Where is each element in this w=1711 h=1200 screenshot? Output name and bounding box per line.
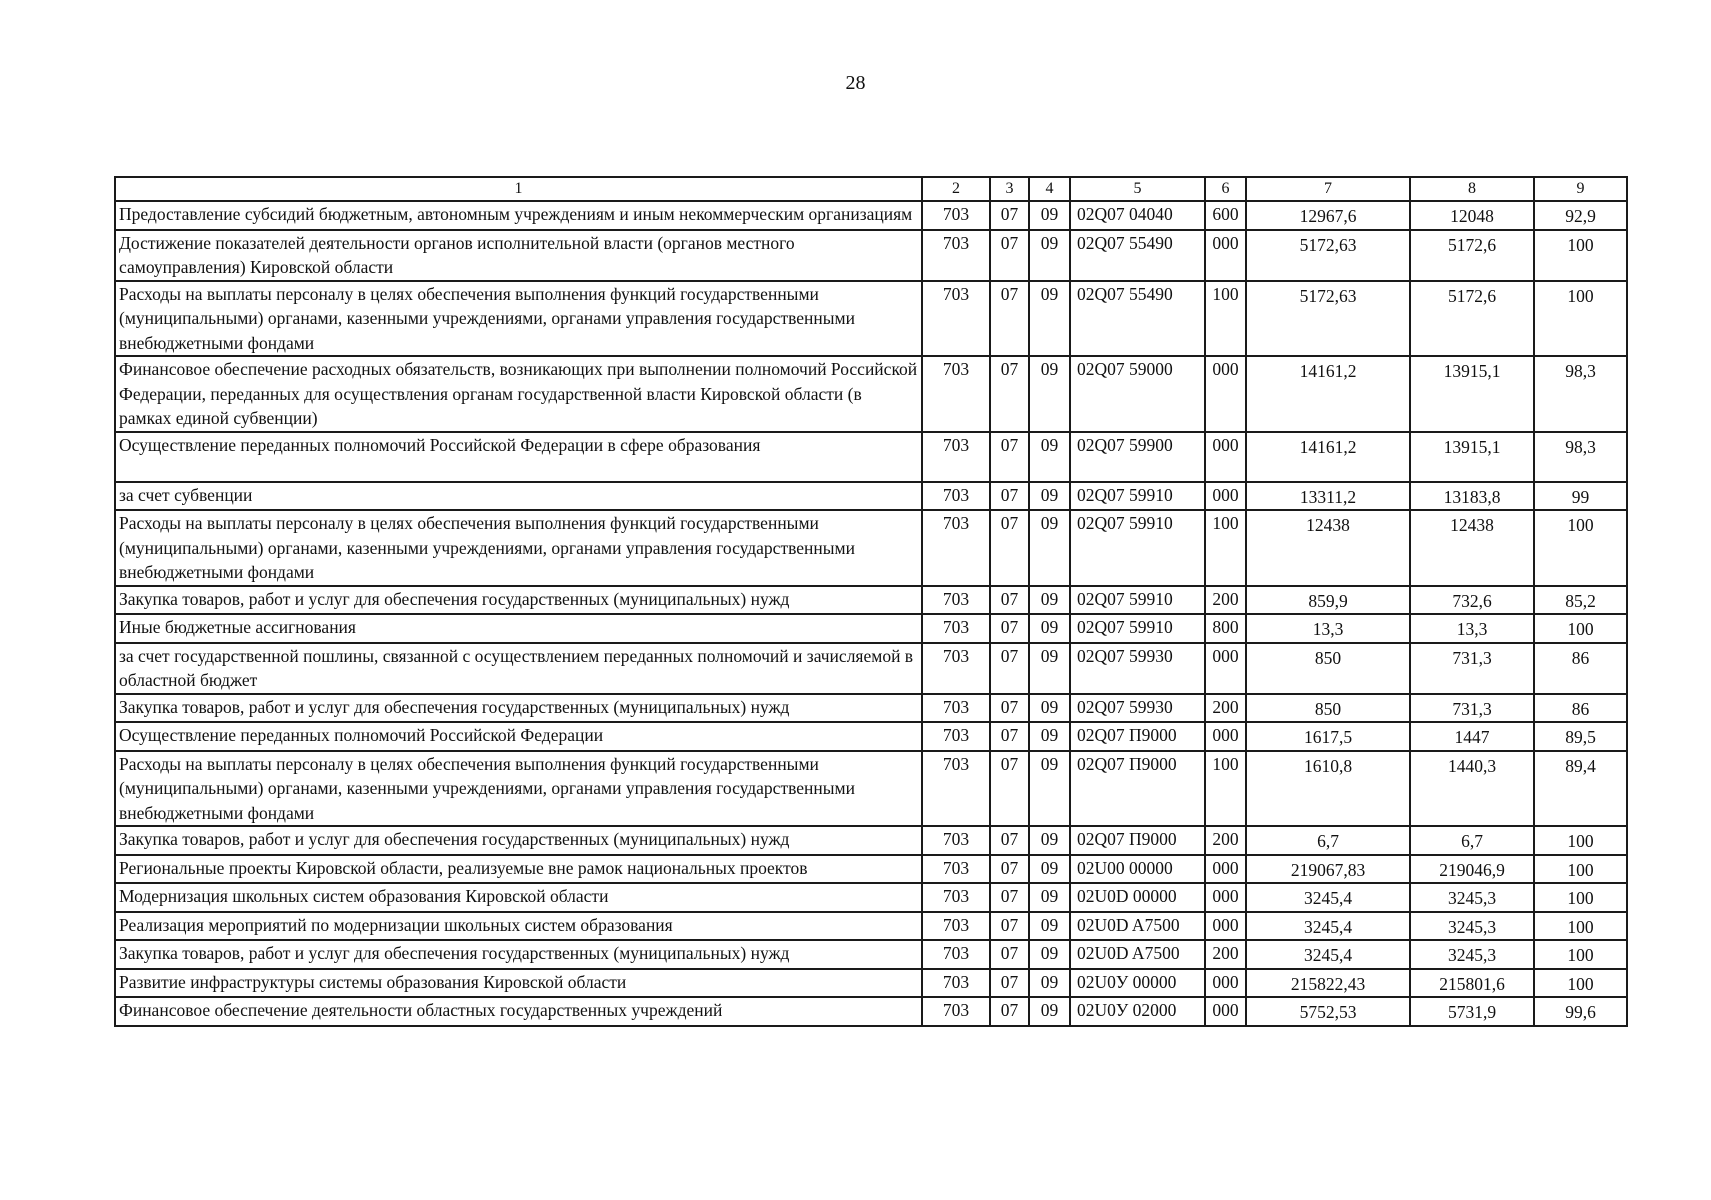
- table-row: [115, 883, 1627, 912]
- row-description: Иные бюджетные ассигнования: [115, 614, 922, 643]
- row-cell-col3: 07: [990, 356, 1029, 432]
- row-cell-col3: 07: [990, 586, 1029, 615]
- header-cell: 7: [1246, 177, 1410, 201]
- row-description: Реализация мероприятий по модернизации школьных систем образования: [115, 912, 922, 941]
- row-cell-col4: 09: [1029, 230, 1070, 281]
- row-cell-col9: 100: [1534, 230, 1627, 281]
- row-cell-col4: 09: [1029, 912, 1070, 941]
- row-cell-col7: 5752,53: [1246, 997, 1410, 1026]
- row-cell-col5: 02U0D 00000: [1070, 883, 1205, 912]
- row-cell-col9: 85,2: [1534, 586, 1627, 615]
- row-cell-col5: 02Q07 П9000: [1070, 751, 1205, 827]
- row-cell-col5: 02Q07 59910: [1070, 510, 1205, 586]
- row-cell-col3: 07: [990, 883, 1029, 912]
- budget-table: [114, 176, 1628, 1027]
- table-row: [115, 722, 1627, 751]
- row-cell-col2: 703: [922, 751, 990, 827]
- row-cell-col3: 07: [990, 201, 1029, 230]
- table-row: [115, 997, 1627, 1026]
- row-cell-col8: 13183,8: [1410, 482, 1534, 511]
- row-description: за счет субвенции: [115, 482, 922, 511]
- header-cell: 2: [922, 177, 990, 201]
- row-cell-col2: 703: [922, 826, 990, 855]
- row-cell-col8: 215801,6: [1410, 969, 1534, 998]
- row-cell-col8: 12438: [1410, 510, 1534, 586]
- row-cell-col8: 731,3: [1410, 643, 1534, 694]
- row-cell-col5: 02Q07 59930: [1070, 643, 1205, 694]
- row-cell-col4: 09: [1029, 997, 1070, 1026]
- row-cell-col7: 5172,63: [1246, 281, 1410, 357]
- row-cell-col8: 1447: [1410, 722, 1534, 751]
- row-cell-col4: 09: [1029, 356, 1070, 432]
- row-cell-col5: 02Q07 59910: [1070, 586, 1205, 615]
- row-cell-col2: 703: [922, 997, 990, 1026]
- header-cell: 8: [1410, 177, 1534, 201]
- row-cell-col4: 09: [1029, 643, 1070, 694]
- row-cell-col5: 02Q07 П9000: [1070, 826, 1205, 855]
- row-cell-col6: 000: [1205, 356, 1246, 432]
- row-cell-col9: 100: [1534, 826, 1627, 855]
- row-cell-col6: 200: [1205, 586, 1246, 615]
- row-cell-col9: 89,4: [1534, 751, 1627, 827]
- row-cell-col8: 13915,1: [1410, 356, 1534, 432]
- row-cell-col4: 09: [1029, 751, 1070, 827]
- row-cell-col8: 732,6: [1410, 586, 1534, 615]
- row-cell-col3: 07: [990, 826, 1029, 855]
- row-cell-col2: 703: [922, 281, 990, 357]
- row-cell-col3: 07: [990, 969, 1029, 998]
- row-cell-col9: 98,3: [1534, 356, 1627, 432]
- header-cell: 3: [990, 177, 1029, 201]
- row-cell-col3: 07: [990, 510, 1029, 586]
- row-cell-col7: 3245,4: [1246, 883, 1410, 912]
- header-cell: 1: [115, 177, 922, 201]
- row-cell-col7: 1617,5: [1246, 722, 1410, 751]
- row-cell-col9: 100: [1534, 940, 1627, 969]
- row-cell-col2: 703: [922, 694, 990, 723]
- row-cell-col6: 000: [1205, 482, 1246, 511]
- row-description: Достижение показателей деятельности органов исполнительной власти (органов местного самоуправления) Кировской области: [115, 230, 922, 281]
- row-cell-col8: 5172,6: [1410, 230, 1534, 281]
- row-cell-col4: 09: [1029, 201, 1070, 230]
- row-cell-col2: 703: [922, 201, 990, 230]
- row-cell-col9: 100: [1534, 281, 1627, 357]
- row-cell-col6: 000: [1205, 969, 1246, 998]
- row-cell-col9: 92,9: [1534, 201, 1627, 230]
- row-cell-col7: 859,9: [1246, 586, 1410, 615]
- row-cell-col4: 09: [1029, 614, 1070, 643]
- row-cell-col2: 703: [922, 883, 990, 912]
- row-cell-col9: 100: [1534, 614, 1627, 643]
- row-cell-col7: 13311,2: [1246, 482, 1410, 511]
- row-cell-col6: 000: [1205, 643, 1246, 694]
- row-cell-col7: 3245,4: [1246, 912, 1410, 941]
- table-row: [115, 969, 1627, 998]
- row-cell-col5: 02Q07 55490: [1070, 230, 1205, 281]
- row-cell-col6: 800: [1205, 614, 1246, 643]
- row-description: за счет государственной пошлины, связанной с осуществлением переданных полномочий и зачисляемой в областной бюджет: [115, 643, 922, 694]
- row-cell-col4: 09: [1029, 694, 1070, 723]
- row-cell-col4: 09: [1029, 855, 1070, 884]
- row-cell-col2: 703: [922, 912, 990, 941]
- header-cell: 6: [1205, 177, 1246, 201]
- row-cell-col7: 14161,2: [1246, 432, 1410, 482]
- table-row: [115, 940, 1627, 969]
- row-cell-col2: 703: [922, 432, 990, 482]
- row-cell-col3: 07: [990, 855, 1029, 884]
- row-cell-col6: 100: [1205, 281, 1246, 357]
- row-cell-col6: 200: [1205, 826, 1246, 855]
- row-cell-col2: 703: [922, 940, 990, 969]
- row-cell-col5: 02Q07 59910: [1070, 482, 1205, 511]
- row-cell-col8: 3245,3: [1410, 883, 1534, 912]
- row-cell-col3: 07: [990, 722, 1029, 751]
- row-cell-col7: 850: [1246, 694, 1410, 723]
- row-cell-col5: 02Q07 59910: [1070, 614, 1205, 643]
- row-cell-col7: 5172,63: [1246, 230, 1410, 281]
- row-cell-col2: 703: [922, 230, 990, 281]
- row-cell-col4: 09: [1029, 722, 1070, 751]
- table-row: [115, 482, 1627, 511]
- row-description: Закупка товаров, работ и услуг для обеспечения государственных (муниципальных) нужд: [115, 586, 922, 615]
- header-cell: 5: [1070, 177, 1205, 201]
- row-cell-col5: 02U0У 02000: [1070, 997, 1205, 1026]
- row-cell-col3: 07: [990, 997, 1029, 1026]
- row-cell-col2: 703: [922, 482, 990, 511]
- row-description: Осуществление переданных полномочий Российской Федерации: [115, 722, 922, 751]
- row-cell-col5: 02Q07 59930: [1070, 694, 1205, 723]
- table-row: [115, 751, 1627, 827]
- row-cell-col5: 02U0D A7500: [1070, 912, 1205, 941]
- row-cell-col3: 07: [990, 281, 1029, 357]
- row-cell-col5: 02Q07 П9000: [1070, 722, 1205, 751]
- row-cell-col4: 09: [1029, 940, 1070, 969]
- row-description: Финансовое обеспечение деятельности областных государственных учреждений: [115, 997, 922, 1026]
- row-cell-col7: 1610,8: [1246, 751, 1410, 827]
- table-row: [115, 432, 1627, 482]
- row-cell-col5: 02U00 00000: [1070, 855, 1205, 884]
- row-description: Региональные проекты Кировской области, реализуемые вне рамок национальных проектов: [115, 855, 922, 884]
- row-cell-col5: 02Q07 04040: [1070, 201, 1205, 230]
- row-cell-col4: 09: [1029, 432, 1070, 482]
- row-cell-col6: 000: [1205, 855, 1246, 884]
- row-cell-col2: 703: [922, 586, 990, 615]
- table-row: [115, 586, 1627, 615]
- row-cell-col7: 215822,43: [1246, 969, 1410, 998]
- row-cell-col8: 219046,9: [1410, 855, 1534, 884]
- row-description: Расходы на выплаты персоналу в целях обеспечения выполнения функций государственными (муниципальными) органами, казенными учреждениями, органами управления государственными внебюджетными фондами: [115, 281, 922, 357]
- row-cell-col2: 703: [922, 614, 990, 643]
- row-cell-col9: 86: [1534, 643, 1627, 694]
- row-cell-col4: 09: [1029, 281, 1070, 357]
- row-cell-col5: 02U0D A7500: [1070, 940, 1205, 969]
- row-cell-col8: 13915,1: [1410, 432, 1534, 482]
- row-cell-col7: 850: [1246, 643, 1410, 694]
- row-cell-col8: 5731,9: [1410, 997, 1534, 1026]
- row-cell-col8: 731,3: [1410, 694, 1534, 723]
- table-row: [115, 230, 1627, 281]
- row-cell-col9: 99: [1534, 482, 1627, 511]
- row-cell-col8: 3245,3: [1410, 912, 1534, 941]
- row-cell-col3: 07: [990, 614, 1029, 643]
- row-description: Финансовое обеспечение расходных обязательств, возникающих при выполнении полномочий Российской Федерации, переданных для осуществления органам государственной власти Кировской области (в рамках единой субвенции): [115, 356, 922, 432]
- row-cell-col6: 100: [1205, 751, 1246, 827]
- row-cell-col3: 07: [990, 643, 1029, 694]
- table-row: [115, 694, 1627, 723]
- table-row: [115, 356, 1627, 432]
- row-cell-col4: 09: [1029, 482, 1070, 511]
- table-row: [115, 201, 1627, 230]
- table-row: [115, 855, 1627, 884]
- row-cell-col9: 100: [1534, 510, 1627, 586]
- row-description: Расходы на выплаты персоналу в целях обеспечения выполнения функций государственными (муниципальными) органами, казенными учреждениями, органами управления государственными внебюджетными фондами: [115, 510, 922, 586]
- row-cell-col3: 07: [990, 751, 1029, 827]
- row-cell-col2: 703: [922, 722, 990, 751]
- header-cell: 9: [1534, 177, 1627, 201]
- row-cell-col7: 12967,6: [1246, 201, 1410, 230]
- row-cell-col9: 99,6: [1534, 997, 1627, 1026]
- row-cell-col8: 6,7: [1410, 826, 1534, 855]
- row-description: Закупка товаров, работ и услуг для обеспечения государственных (муниципальных) нужд: [115, 694, 922, 723]
- row-cell-col6: 600: [1205, 201, 1246, 230]
- page-number: 28: [845, 72, 866, 94]
- row-cell-col5: 02Q07 59000: [1070, 356, 1205, 432]
- table-row: [115, 912, 1627, 941]
- row-description: Закупка товаров, работ и услуг для обеспечения государственных (муниципальных) нужд: [115, 940, 922, 969]
- row-cell-col6: 000: [1205, 883, 1246, 912]
- row-cell-col8: 1440,3: [1410, 751, 1534, 827]
- row-cell-col4: 09: [1029, 969, 1070, 998]
- row-cell-col8: 3245,3: [1410, 940, 1534, 969]
- table-row: [115, 614, 1627, 643]
- row-cell-col3: 07: [990, 482, 1029, 511]
- row-cell-col4: 09: [1029, 510, 1070, 586]
- row-cell-col6: 200: [1205, 694, 1246, 723]
- row-cell-col6: 100: [1205, 510, 1246, 586]
- row-cell-col8: 13,3: [1410, 614, 1534, 643]
- row-description: Осуществление переданных полномочий Российской Федерации в сфере образования: [115, 432, 922, 482]
- row-cell-col7: 219067,83: [1246, 855, 1410, 884]
- row-description: Расходы на выплаты персоналу в целях обеспечения выполнения функций государственными (муниципальными) органами, казенными учреждениями, органами управления государственными внебюджетными фондами: [115, 751, 922, 827]
- row-cell-col6: 200: [1205, 940, 1246, 969]
- row-description: Развитие инфраструктуры системы образования Кировской области: [115, 969, 922, 998]
- row-cell-col4: 09: [1029, 826, 1070, 855]
- row-cell-col7: 6,7: [1246, 826, 1410, 855]
- row-cell-col8: 12048: [1410, 201, 1534, 230]
- row-description: Закупка товаров, работ и услуг для обеспечения государственных (муниципальных) нужд: [115, 826, 922, 855]
- table-row: [115, 510, 1627, 586]
- row-cell-col5: 02Q07 55490: [1070, 281, 1205, 357]
- row-description: Предоставление субсидий бюджетным, автономным учреждениям и иным некоммерческим организациям: [115, 201, 922, 230]
- row-cell-col4: 09: [1029, 586, 1070, 615]
- row-cell-col9: 100: [1534, 912, 1627, 941]
- row-cell-col7: 14161,2: [1246, 356, 1410, 432]
- row-cell-col3: 07: [990, 912, 1029, 941]
- row-cell-col3: 07: [990, 694, 1029, 723]
- row-cell-col2: 703: [922, 356, 990, 432]
- row-cell-col7: 3245,4: [1246, 940, 1410, 969]
- row-cell-col2: 703: [922, 510, 990, 586]
- row-cell-col3: 07: [990, 230, 1029, 281]
- table-header-row: [115, 177, 1627, 201]
- row-cell-col5: 02Q07 59900: [1070, 432, 1205, 482]
- row-cell-col2: 703: [922, 855, 990, 884]
- table-row: [115, 281, 1627, 357]
- row-cell-col9: 98,3: [1534, 432, 1627, 482]
- row-cell-col3: 07: [990, 940, 1029, 969]
- row-cell-col2: 703: [922, 969, 990, 998]
- table-row: [115, 643, 1627, 694]
- row-cell-col2: 703: [922, 643, 990, 694]
- row-cell-col9: 86: [1534, 694, 1627, 723]
- row-cell-col5: 02U0У 00000: [1070, 969, 1205, 998]
- row-cell-col6: 000: [1205, 912, 1246, 941]
- row-description: Модернизация школьных систем образования Кировской области: [115, 883, 922, 912]
- row-cell-col6: 000: [1205, 997, 1246, 1026]
- row-cell-col9: 100: [1534, 883, 1627, 912]
- row-cell-col9: 89,5: [1534, 722, 1627, 751]
- table-body: [115, 177, 1627, 1026]
- row-cell-col3: 07: [990, 432, 1029, 482]
- row-cell-col6: 000: [1205, 230, 1246, 281]
- row-cell-col8: 5172,6: [1410, 281, 1534, 357]
- row-cell-col4: 09: [1029, 883, 1070, 912]
- row-cell-col6: 000: [1205, 432, 1246, 482]
- table-row: [115, 826, 1627, 855]
- row-cell-col7: 12438: [1246, 510, 1410, 586]
- row-cell-col7: 13,3: [1246, 614, 1410, 643]
- header-cell: 4: [1029, 177, 1070, 201]
- row-cell-col9: 100: [1534, 855, 1627, 884]
- row-cell-col6: 000: [1205, 722, 1246, 751]
- row-cell-col9: 100: [1534, 969, 1627, 998]
